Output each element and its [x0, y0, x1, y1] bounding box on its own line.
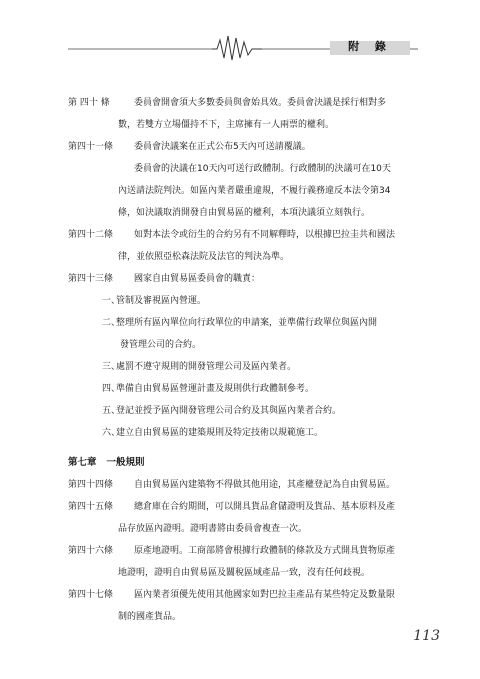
article-line: 國家自由貿易區委員會的職責： [134, 274, 261, 284]
chapter-heading [68, 457, 428, 479]
running-header [0, 0, 480, 70]
duty-line: 處罰不遵守規則的開發管理公司及區內業者。 [116, 362, 297, 372]
article-line: 品存放區內證明。證明書將由委員會複查一次。 [118, 524, 308, 534]
page-body [68, 97, 428, 633]
article-label: 第四十三條 [68, 274, 114, 284]
duty-number: 一、 [102, 296, 121, 306]
article [68, 97, 428, 119]
article [68, 273, 428, 295]
article-label: 第四十五條 [68, 502, 114, 512]
duty-item [68, 317, 428, 361]
header-decoration [0, 0, 480, 70]
duty-line: 發管理公司的合約。 [120, 340, 202, 350]
article-line: 條，如決議取消開發自由貿易區的權利，本項決議須立刻執行。 [118, 208, 371, 218]
article-line: 數，若雙方立場僵持不下，主席擁有一人兩票的權利。 [118, 120, 335, 130]
article-label: 第四十六條 [68, 546, 114, 556]
duty-number: 四、 [102, 384, 121, 394]
article [68, 545, 428, 567]
article-line: 總倉庫在合約期間，可以開具貨品倉儲證明及貨品、基本原料及產 [134, 502, 396, 512]
duty-item [68, 295, 428, 317]
article-line: 如對本法令或衍生的合約另有不同解釋時，以根據巴拉圭共和國法 [134, 230, 396, 240]
duty-number: 五、 [102, 406, 121, 416]
article [68, 501, 428, 523]
duty-line: 準備自由貿易區營運計畫及規則供行政體制參考。 [116, 384, 315, 394]
duty-number: 二、 [102, 318, 121, 328]
duty-item [68, 427, 428, 449]
duty-item [68, 361, 428, 383]
duty-line: 登記並授予區內開發管理公司合約及其與區內業者合約。 [116, 406, 342, 416]
section-title: 附 錄 [348, 40, 392, 53]
article-line: 內送請法院判決。如區內業者嚴重違規，不履行義務違反本法令第34 [118, 186, 391, 196]
article [68, 589, 428, 611]
article-label: 第四十七條 [68, 590, 114, 600]
article-label: 第四十四條 [68, 480, 114, 490]
article-line: 地證明，證明自由貿易區及關稅區域產品一致，沒有任何歧視。 [118, 568, 371, 578]
duty-line: 建立自由貿易區的建築規則及特定技術以規範施工。 [116, 428, 324, 438]
duty-item [68, 383, 428, 405]
duty-line: 管制及審視區內營運。 [116, 296, 207, 306]
article-label: 第四十一條 [68, 142, 114, 152]
article-line: 委員會決議案在正式公布5天內可送請覆議。 [134, 142, 311, 152]
duty-line: 整理所有區內單位向行政單位的申請案，並準備行政單位與區內開 [116, 318, 378, 328]
duty-item [68, 405, 428, 427]
article [68, 141, 428, 185]
duty-number: 三、 [102, 362, 121, 372]
page-number: 113 [413, 628, 440, 644]
article-label: 第四十二條 [68, 230, 114, 240]
article [68, 229, 428, 251]
article-line: 原產地證明。工商部將會根據行政體制的條款及方式開具貨物原產 [134, 546, 396, 556]
article [68, 479, 428, 501]
article-line: 律，並依照亞松森法院及法官的判決為準。 [118, 252, 290, 262]
chapter-number: 第七章 [68, 457, 97, 468]
article-label: 第 四十 條 [68, 98, 110, 108]
article-line: 委員會開會須大多數委員與會始具效。委員會決議是採行相對多 [134, 98, 387, 108]
article-line: 委員會的決議在10天內可送行政體制。行政體制的決議可在10天 [116, 164, 391, 174]
article-line: 制的國產貨品。 [118, 612, 182, 622]
article-line: 區內業者須優先使用其他國家如對巴拉圭產品有某些特定及數量限 [134, 590, 396, 600]
chapter-title: 一般規則 [106, 457, 145, 468]
duty-number: 六、 [102, 428, 121, 438]
article-line: 自由貿易區內建築物不得做其他用途，其產權登記為自由貿易區。 [134, 480, 396, 490]
